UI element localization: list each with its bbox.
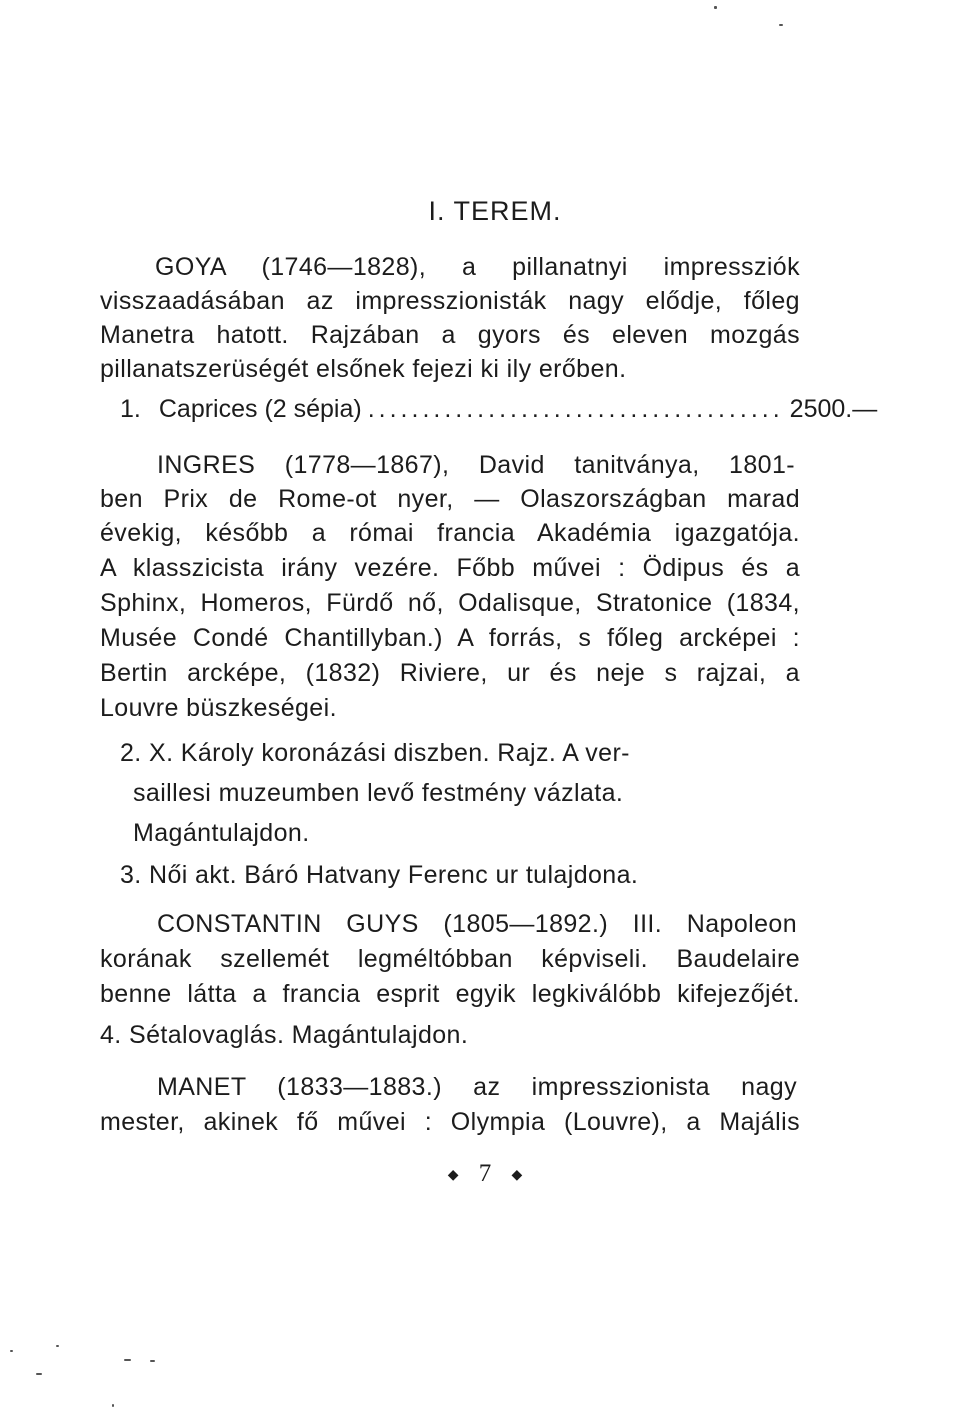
manet-line-1: MANET (1833—1883.) az impresszionista nagy [157, 1073, 797, 1101]
guys-line-3: benne látta a francia esprit egyik legkiválóbb kifejezőjét. [100, 980, 800, 1008]
page-footer [0, 1160, 960, 1188]
catalog-entry-2-line-2: saillesi muzeumben levő festmény vázlata. [133, 779, 624, 807]
scan-speck [150, 1360, 155, 1362]
goya-line-2: visszaadásában az impresszionisták nagy elődje, főleg [100, 287, 800, 315]
ornament-right-icon: ◆ [511, 1167, 523, 1183]
goya-line-1: GOYA (1746—1828), a pillanatnyi impressziók [155, 253, 800, 281]
entry-number: 1. [120, 395, 141, 423]
catalog-entry-3: 3. Női akt. Báró Hatvany Ferenc ur tulajdona. [120, 861, 639, 889]
scan-speck [714, 6, 717, 9]
ornament-left-icon: ◆ [447, 1167, 459, 1183]
manet-line-2: mester, akinek fő művei : Olympia (Louvre), a Majális [100, 1108, 800, 1136]
scan-speck [36, 1373, 42, 1375]
ingres-line-8: Louvre büszkeségei. [100, 694, 337, 722]
page-title: I. TEREM. [428, 196, 562, 226]
scan-speck [112, 1404, 114, 1407]
ingres-line-5: Sphinx, Homeros, Fürdő nő, Odalisque, Stratonice (1834, [100, 589, 800, 617]
catalog-entry-2-line-1: 2. X. Károly koronázási diszben. Rajz. A ver- [120, 739, 630, 767]
leader-dots: ...................................... [367, 395, 784, 423]
ingres-line-4: A klasszicista irány vezére. Főbb művei : Ödipus és a [100, 554, 800, 582]
scan-speck [779, 24, 783, 26]
entry-price: 2500.— [789, 395, 878, 423]
scan-speck [56, 1345, 59, 1347]
scan-speck [124, 1359, 131, 1361]
goya-line-4: pillanatszerüségét elsőnek fejezi ki ily erőben. [100, 355, 627, 383]
guys-line-2: korának szellemét legméltóbban képviseli. Baudelaire [100, 945, 800, 973]
catalog-entry-4: 4. Sétalovaglás. Magántulajdon. [100, 1021, 469, 1049]
page-number: 7 [478, 1160, 492, 1187]
entry-title: Caprices (2 sépia) [158, 395, 362, 423]
ingres-line-1: INGRES (1778—1867), David tanitványa, 1801- [157, 451, 795, 479]
goya-line-3: Manetra hatott. Rajzában a gyors és eleven mozgás [100, 321, 800, 349]
ingres-line-2: ben Prix de Rome-ot nyer, — Olaszországban marad [100, 485, 800, 513]
guys-line-1: CONSTANTIN GUYS (1805—1892.) III. Napoleon [157, 910, 797, 938]
ingres-line-7: Bertin arcképe, (1832) Riviere, ur és neje s rajzai, a [100, 659, 800, 687]
scan-speck [10, 1350, 13, 1352]
ingres-line-3: évekig, később a római francia Akadémia igazgatója. [100, 519, 800, 547]
catalog-entry-1 [100, 392, 878, 426]
catalog-entry-2-line-3: Magántulajdon. [133, 819, 310, 847]
ingres-line-6: Musée Condé Chantillyban.) A forrás, s főleg arcképei : [100, 624, 800, 652]
